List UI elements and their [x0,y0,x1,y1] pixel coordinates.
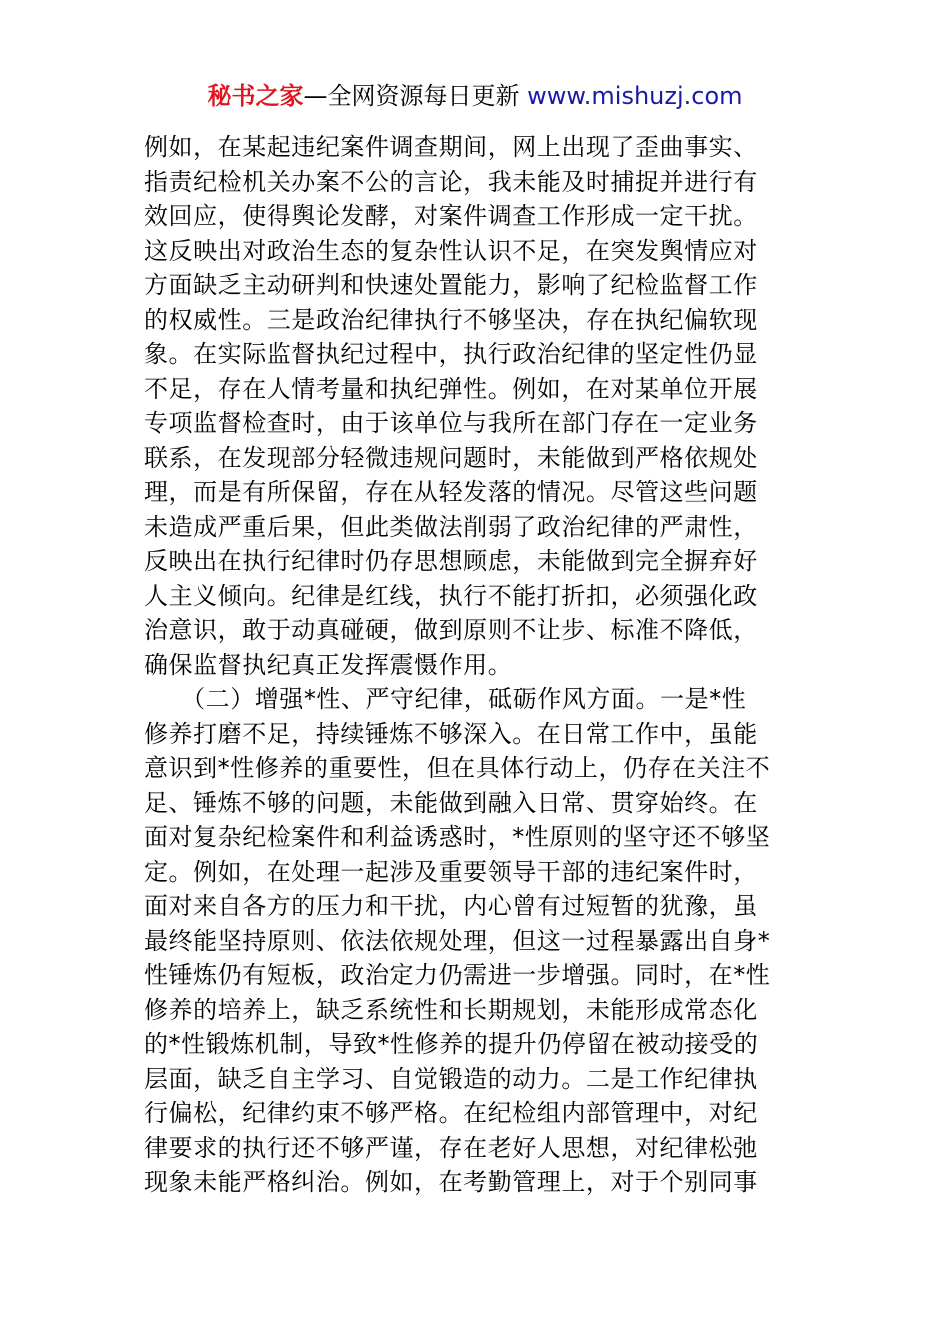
text-line: 修养打磨不足，持续锤炼不够深入。在日常工作中，虽能 [144,719,758,748]
section-heading-line: （二）增强*性、严守纪律，砥砺作风方面。一是*性 [144,685,747,713]
header-brand: 秘书之家 [207,82,304,110]
page-header [0,78,950,114]
text-line: 不足，存在人情考量和执纪弹性。例如，在对某单位开展 [144,374,758,403]
text-line: 人主义倾向。纪律是红线，执行不能打折扣，必须强化政 [144,581,758,610]
text-line: 行偏松，纪律约束不够严格。在纪检组内部管理中，对纪 [144,1099,758,1127]
text-line: 最终能坚持原则、依法依规处理，但这一过程暴露出自身* [144,926,771,955]
text-line: 律要求的执行还不够严谨，存在老好人思想，对纪律松弛 [144,1133,758,1162]
text-line: 现象未能严格纠治。例如，在考勤管理上，对于个别同事 [144,1168,758,1196]
text-line: 效回应，使得舆论发酵，对案件调查工作形成一定干扰。 [144,202,758,230]
text-line: 例如，在某起违纪案件调查期间，网上出现了歪曲事实、 [144,133,758,161]
text-line: 足、锤炼不够的问题，未能做到融入日常、贯穿始终。在 [144,788,758,817]
text-line: 指责纪检机关办案不公的言论，我未能及时捕捉并进行有 [144,167,758,196]
text-line: 未造成严重后果，但此类做法削弱了政治纪律的严肃性， [144,512,758,541]
text-line: 层面，缺乏自主学习、自觉锻造的动力。二是工作纪律执 [144,1064,758,1093]
text-line: 治意识，敢于动真碰硬，做到原则不让步、标准不降低， [144,616,758,644]
header-tagline: —全网资源每日更新 [303,82,528,110]
text-line: 的权威性。三是政治纪律执行不够坚决，存在执纪偏软现 [144,305,758,334]
text-line: 确保监督执纪真正发挥震慑作用。 [144,650,513,679]
text-line: 联系，在发现部分轻微违规问题时，未能做到严格依规处 [144,443,758,472]
text-line: 的*性锻炼机制，导致*性修养的提升仍停留在被动接受的 [144,1030,759,1058]
text-line: 意识到*性修养的重要性，但在具体行动上，仍存在关注不 [144,754,771,782]
text-line: 象。在实际监督执纪过程中，执行政治纪律的坚定性仍显 [144,340,758,368]
text-line: 性锤炼仍有短板，政治定力仍需进一步增强。同时，在*性 [144,961,771,989]
header-url-link[interactable]: www.mishuzj.com [527,82,743,110]
text-line: 反映出在执行纪律时仍存思想顾虑，未能做到完全摒弃好 [144,547,758,575]
text-line: 专项监督检查时，由于该单位与我所在部门存在一定业务 [144,409,758,437]
document-body [144,130,814,1200]
text-line: 这反映出对政治生态的复杂性认识不足，在突发舆情应对 [144,236,758,265]
text-line: 面对复杂纪检案件和利益诱惑时，*性原则的坚守还不够坚 [144,823,771,851]
text-line: 面对来自各方的压力和干扰，内心曾有过短暂的犹豫，虽 [144,892,758,920]
text-line: 定。例如，在处理一起涉及重要领导干部的违纪案件时， [144,857,758,886]
text-line: 理，而是有所保留，存在从轻发落的情况。尽管这些问题 [144,478,758,506]
text-line: 方面缺乏主动研判和快速处置能力，影响了纪检监督工作 [144,271,758,299]
text-line: 修养的培养上，缺乏系统性和长期规划，未能形成常态化 [144,995,758,1024]
